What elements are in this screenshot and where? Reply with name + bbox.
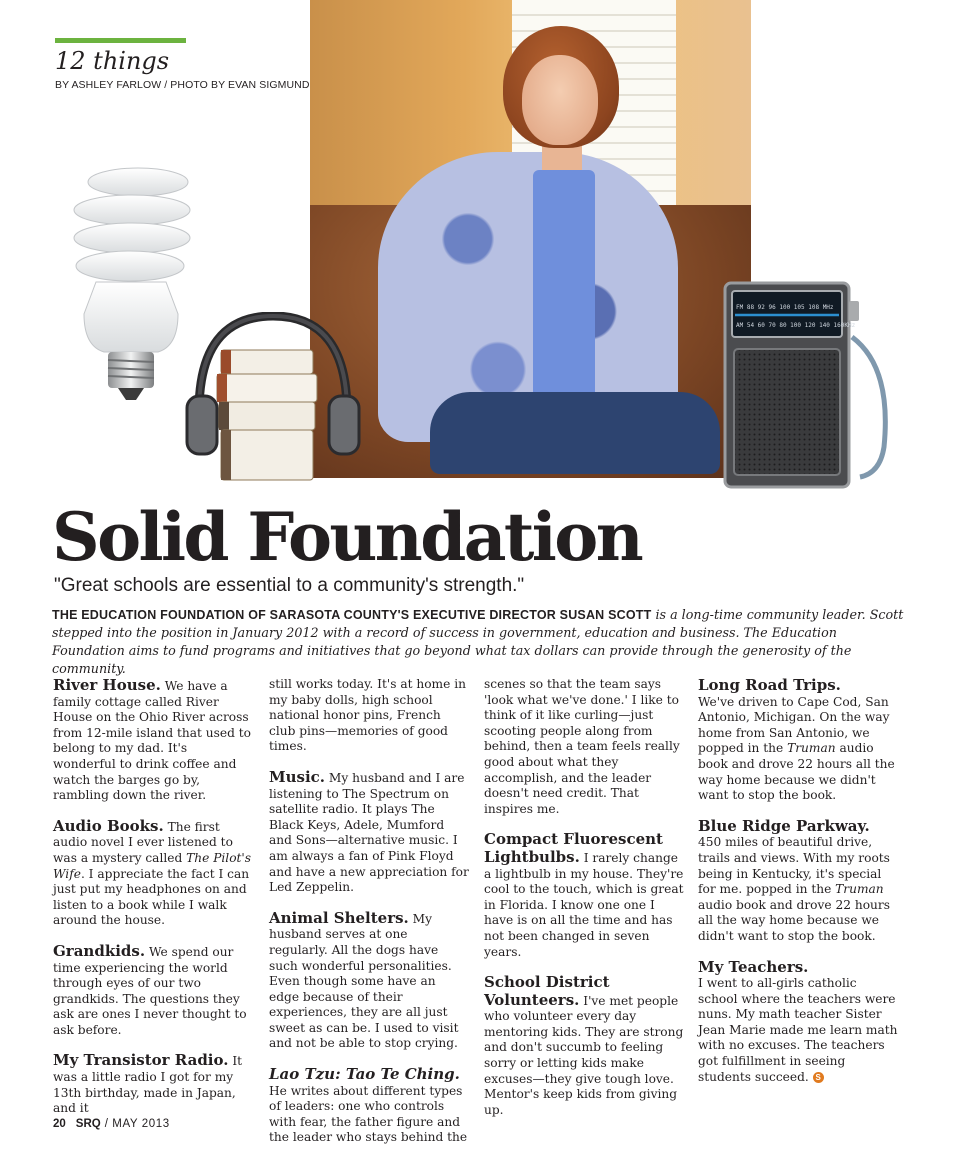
headphones-books-icon: [183, 312, 363, 482]
item-title: Audio Books.: [53, 816, 164, 835]
book-title: Truman: [835, 882, 884, 897]
item-cfl: [484, 831, 684, 960]
item-title: Compact Fluorescent Lightbulbs.: [484, 830, 663, 866]
transistor-radio-icon: [722, 277, 892, 491]
item-text: I've met people who volunteer every day mentoring kids. They are strong and don't succumb to feeling sorry or letting kids make excuses—they give tough love. Mentor's keep kids from giving up.: [484, 993, 684, 1117]
item-title: Lao Tzu: Tao Te Ching.: [269, 1065, 460, 1084]
item-text: My husband serves at one regularly. All the dogs have such wonderful personalities. Even though some have an edge because of their experiences, they are all just sweet as can be. I used to visit and not be able to stop crying.: [269, 911, 459, 1051]
book-title: The Pilot's Wife: [53, 850, 252, 881]
byline: BY ASHLEY FARLOW / PHOTO BY EVAN SIGMUND: [55, 79, 310, 91]
item-continued: [269, 677, 469, 755]
item-continued: [484, 677, 684, 817]
item-title: Blue Ridge Parkway.: [698, 816, 870, 835]
column-3: [484, 677, 684, 1132]
item-text: The first audio novel I ever listened to was a mystery called: [53, 819, 233, 865]
item-title: My Teachers.: [698, 957, 809, 976]
item-text: 450 miles of beautiful drive, trails and views. With my roots being in Kentucky, it's special for me. popped in the: [698, 835, 890, 897]
item-text: I rarely change a lightbulb in my house. They're cool to the touch, which is great in Florida. I know one one I have is on all the time and has not been changed in seven years.: [484, 850, 684, 959]
section-title: 12 things: [55, 47, 170, 75]
section-accent-rule: [55, 38, 186, 43]
item-title: Long Road Trips.: [698, 676, 841, 694]
item-text: We spend our time experiencing the world through eyes of our two grandkids. The questions they ask are ones I never thought to ask before.: [53, 944, 247, 1037]
item-transistor-radio: [53, 1052, 253, 1116]
item-text: It was a little radio I got for my 13th birthday, made in Japan, and it: [53, 1054, 243, 1116]
headline: Solid Foundation: [52, 498, 642, 576]
item-title: Music.: [269, 767, 326, 786]
end-mark-icon: S: [813, 1072, 824, 1083]
item-text: We've driven to Cape Cod, San Antonio, Michigan. On the way home from San Antonio, we popped in the: [698, 694, 890, 756]
item-title: Animal Shelters.: [269, 908, 409, 927]
radio-fm-scale: FM 88 92 96 100 105 108 MHz: [736, 304, 834, 311]
blue-top: [533, 170, 595, 400]
column-2: [269, 677, 469, 1160]
item-title: River House.: [53, 676, 161, 694]
intro-text: is a long-time community leader. Scott stepped into the position in January 2012 with a record of success in government, education and business. The Education Foundation aims to fund programs and initiatives that go beyond what tax dollars can provide through the generosity of the community.: [52, 607, 904, 676]
item-text: . I appreciate the fact I can just put my headphones on and listen to a book while I walk around the house.: [53, 866, 250, 928]
item-road-trips: [698, 677, 898, 804]
column-4: [698, 677, 898, 1099]
item-title: School District Volunteers.: [484, 973, 610, 1009]
page-footer: [53, 1118, 170, 1130]
item-text: We have a family cottage called River House on the Ohio River across from 12-mile island that used to belong to my dad. It's wonderful to drink coffee and watch the barges go by, rambling down the river.: [53, 679, 252, 803]
item-school-volunteers: [484, 974, 684, 1118]
item-text: audio book and drove 22 hours all the way home because we didn't want to stop the book.: [698, 741, 895, 803]
item-grandkids: [53, 943, 253, 1039]
book-title: Truman: [787, 741, 836, 756]
column-1: [53, 677, 253, 1131]
issue-date: / MAY 2013: [104, 1118, 170, 1130]
item-audio-books: [53, 818, 253, 929]
item-text: still works today. It's at home in my baby dolls, high school national honor pins, French club pins—memories of good times.: [269, 677, 466, 754]
jeans: [430, 392, 720, 474]
item-river-house: [53, 677, 253, 804]
intro-lead: THE EDUCATION FOUNDATION OF SARASOTA COUNTY'S EXECUTIVE DIRECTOR SUSAN SCOTT: [52, 608, 652, 622]
face: [522, 55, 598, 145]
intro-paragraph: [52, 606, 908, 678]
item-title: Grandkids.: [53, 941, 146, 960]
item-blue-ridge: [698, 818, 898, 945]
item-music: [269, 769, 469, 896]
item-text: He writes about different types of leaders: one who controls with fear, the father figure and the leader who stays behind the: [269, 1083, 468, 1145]
item-animal-shelters: [269, 910, 469, 1052]
item-text: scenes so that the team says 'look what we've done.' I like to think of it like curling—just scooting people along from behind, then a team feels really good about what they accomplish, and the leader doesn't need credit. That inspires me.: [484, 677, 680, 816]
item-text: I went to all-girls catholic school where the teachers were nuns. My math teacher Sister Jean Marie made me learn math with no excuses. The teachers got fulfillment in seeing students succeed.: [698, 976, 898, 1084]
publication-name: SRQ: [75, 1118, 101, 1130]
item-title: My Transistor Radio.: [53, 1051, 229, 1070]
item-text: audio book and drove 22 hours all the way home because we didn't want to stop the book.: [698, 897, 890, 943]
item-teachers: [698, 959, 898, 1086]
item-lao-tzu: [269, 1066, 469, 1146]
pull-quote: "Great schools are essential to a community's strength.": [54, 575, 525, 596]
page-number: 20: [53, 1118, 66, 1130]
radio-am-scale: AM 54 60 70 80 100 120 140 160KHz: [736, 322, 856, 329]
item-text: My husband and I are listening to The Spectrum on satellite radio. It plays The Black Keys, Adele, Mumford and Sons—alternative music. I am always a fan of Pink Floyd and have a new appreciation for Led Zeppelin.: [269, 770, 469, 895]
cfl-lightbulb-icon: [66, 164, 196, 404]
